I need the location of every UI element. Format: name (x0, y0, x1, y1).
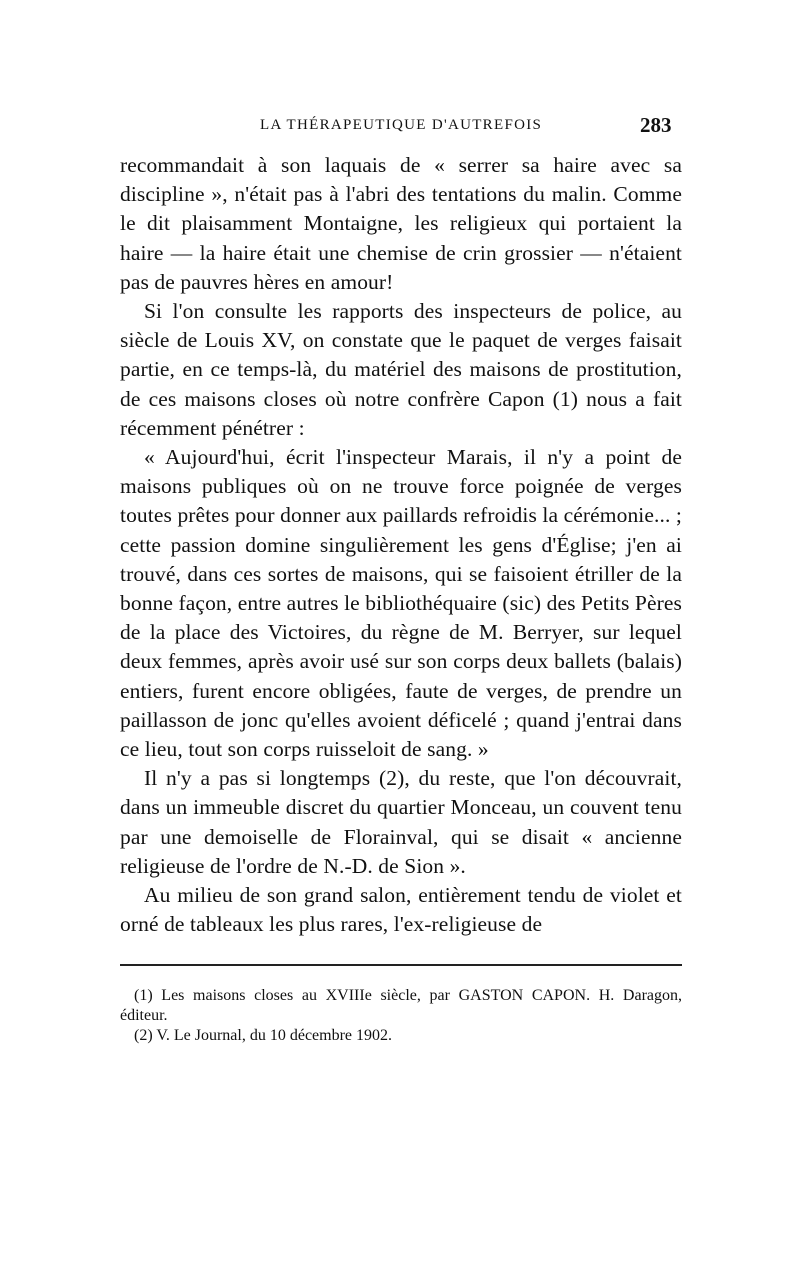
paragraph: Si l'on consulte les rapports des inspecteurs de police, au siècle de Louis XV, on constate que le paquet de verges faisait partie, en ce temps-là, du matériel des maisons de prostitution, de ces maisons closes où notre confrère Capon (1) nous a fait récemment pénétrer : (120, 299, 682, 440)
page-header (0, 113, 800, 141)
paragraph: recommandait à son laquais de « serrer sa haire avec sa discipline », n'était pas à l'abri des tentations du malin. Comme le dit plaisamment Montaigne, les religieux qui portaient la haire — la haire était une chemise de crin grossier — n'étaient pas de pauvres hères en amour! (120, 153, 682, 294)
paragraph: « Aujourd'hui, écrit l'inspecteur Marais, il n'y a point de maisons publiques où on ne trouve force poignée de verges toutes prêtes pour donner aux paillards refroidis la cérémonie... ; cette passion domine singulièrement les gens d'Église; j'en ai trouvé, dans ces sortes de maisons, qui se faisoient étriller de la bonne façon, entre autres le bibliothéquaire (sic) des Petits Pères de la place des Victoires, du règne de M. Berryer, sur lequel deux femmes, après avoir usé sur son corps deux ballets (balais) entiers, furent encore obligées, faute de verges, de prendre un paillasson de jonc qu'elles avoient déficelé ; quand j'entrai dans ce lieu, tout son corps ruisseloit de sang. » (120, 445, 682, 762)
footnote: (1) Les maisons closes au XVIIIe siècle, par GASTON CAPON. H. Daragon, éditeur. (120, 987, 682, 1024)
running-title: LA THÉRAPEUTIQUE D'AUTREFOIS (260, 117, 543, 133)
body-text (120, 151, 682, 939)
footnote-divider (120, 964, 682, 966)
paragraph: Il n'y a pas si longtemps (2), du reste, que l'on découvrait, dans un immeuble discret du quartier Monceau, un couvent tenu par une demoiselle de Florainval, qui se disait « ancienne religieuse de l'ordre de N.-D. de Sion ». (120, 766, 682, 878)
page-number: 283 (640, 113, 672, 137)
footnotes (120, 986, 682, 1047)
footnote: (2) V. Le Journal, du 10 décembre 1902. (134, 1027, 393, 1044)
paragraph: Au milieu de son grand salon, entièrement tendu de violet et orné de tableaux les plus rares, l'ex-religieuse de (120, 883, 682, 937)
